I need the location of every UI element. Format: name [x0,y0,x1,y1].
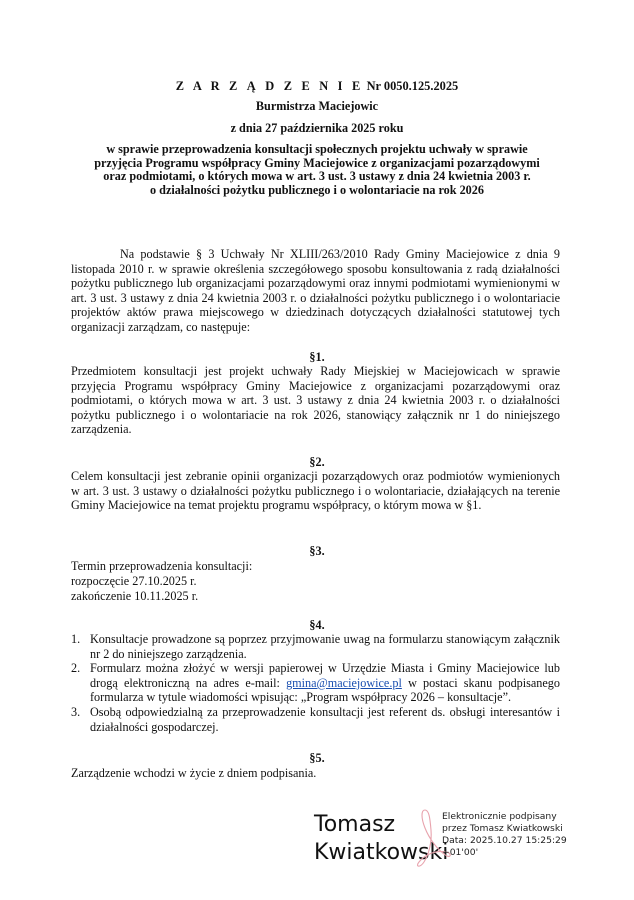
list-item-text: Konsultacje prowadzone są poprzez przyjmowanie uwag na formularzu stanowiącym załącznik nr 2 do niniejszego zarządzenia. [90,632,560,661]
signature-info-line: przez Tomasz Kwiatkowski [442,823,563,834]
signature-info-line: Elektronicznie podpisany [442,811,557,822]
section-3-end-date: zakończenie 10.11.2025 r. [71,589,199,603]
subject-line: przyjęcia Programu współpracy Gminy Maciejowice z organizacjami pozarządowymi [94,155,540,170]
signature-info [442,811,567,859]
section-5-heading: §5. [309,751,325,765]
subject-line: w sprawie przeprowadzenia konsultacji społecznych projektu uchwały w sprawie [106,142,528,156]
list-item-number: 2. [71,661,81,676]
section-1-heading: §1. [309,350,325,364]
section-3-start-date: rozpoczęcie 27.10.2025 r. [71,574,197,588]
section-1-text: Przedmiotem konsultacji jest projekt uchwały Rady Miejskiej w Maciejowicach w sprawie przyjęcia Programu współpracy Gminy Maciejowice z organizacjami pozarządowymi oraz podmiotami, o których mowa w art. 3 ust. 3 ustawy z dnia 24 kwietnia 2003 r. o działalności pożytku publicznego i o wolontariacie na rok 2026, stanowiący załącznik nr 1 do niniejszego zarządzenia. [71,364,560,437]
list-item [71,632,560,661]
issue-date: z dnia 27 października 2025 roku [230,121,404,135]
title-spaced: Z A R Z Ą D Z E N I E [175,79,364,93]
list-item-text: Formularz można złożyć w wersji papierowej w Urzędzie Miasta i Gminy Maciejowice lub drogą elektroniczną na adres e-mail: [90,661,560,690]
email-link[interactable]: gmina@maciejowice.pl [286,675,402,690]
section-4-heading: §4. [309,618,325,632]
section-5-text: Zarządzenie wchodzi w życie z dniem podpisania. [71,766,317,780]
list-item [71,661,560,705]
document-title [0,79,634,94]
list-item-text: Osobą odpowiedzialną za przeprowadzenie konsultacji jest referent ds. obsługi interesantów i działalności gospodarczej. [90,704,560,734]
list-item [71,705,560,734]
section-2-text: Celem konsultacji jest zebranie opinii organizacji pozarządowych oraz podmiotów wymienionych w art. 3 ust. 3 ustawy o działalności pożytku publicznego i o wolontariacie, działających na terenie Gminy Maciejowice na temat projektu programu współpracy, o którym mowa w §1. [71,469,560,513]
signature-first-name: Tomasz [314,812,396,837]
subject [0,143,634,197]
signature-last-name: Kwiatkowski [314,840,449,865]
subject-line: o działalności pożytku publicznego i o wolontariacie na rok 2026 [150,182,484,197]
preamble: Na podstawie § 3 Uchwały Nr XLIII/263/2010 Rady Gminy Maciejowice z dnia 9 listopada 2010 r. w sprawie określenia szczegółowego sposobu konsultowania z radą działalności pożytku publicznego lub organizacjami pozarządowymi oraz innymi podmiotami wymienionymi w art. 3 ust. 3 ustawy z dnia 24 kwietnia 2003 r. o działalności pożytku publicznego i o wolontariacie projektów aktów prawa miejscowego w dziedzinach dotyczących działalności statutowej tych organizacji zarządzam, co następuje: [71,247,560,334]
section-4-list [71,632,560,734]
signature-timezone: +01'00' [442,847,479,858]
subject-line: oraz podmiotami, o których mowa w art. 3 ust. 3 ustawy z dnia 24 kwietnia 2003 r. [103,169,531,184]
title-number: Nr 0050.125.2025 [366,79,459,93]
section-3-heading: §3. [309,544,325,558]
list-item-number: 1. [71,632,81,646]
list-item-text: w postaci skanu podpisanego formularza w tytule wiadomości wpisując: „Program współpracy 2026 – konsultacje”. [90,675,560,705]
section-3-line: Termin przeprowadzenia konsultacji: [71,559,253,573]
signature-date: Data: 2025.10.27 15:25:29 [442,835,567,846]
list-item-number: 3. [71,704,81,719]
section-2-heading: §2. [309,455,325,469]
issuer: Burmistrza Maciejowic [255,99,379,113]
